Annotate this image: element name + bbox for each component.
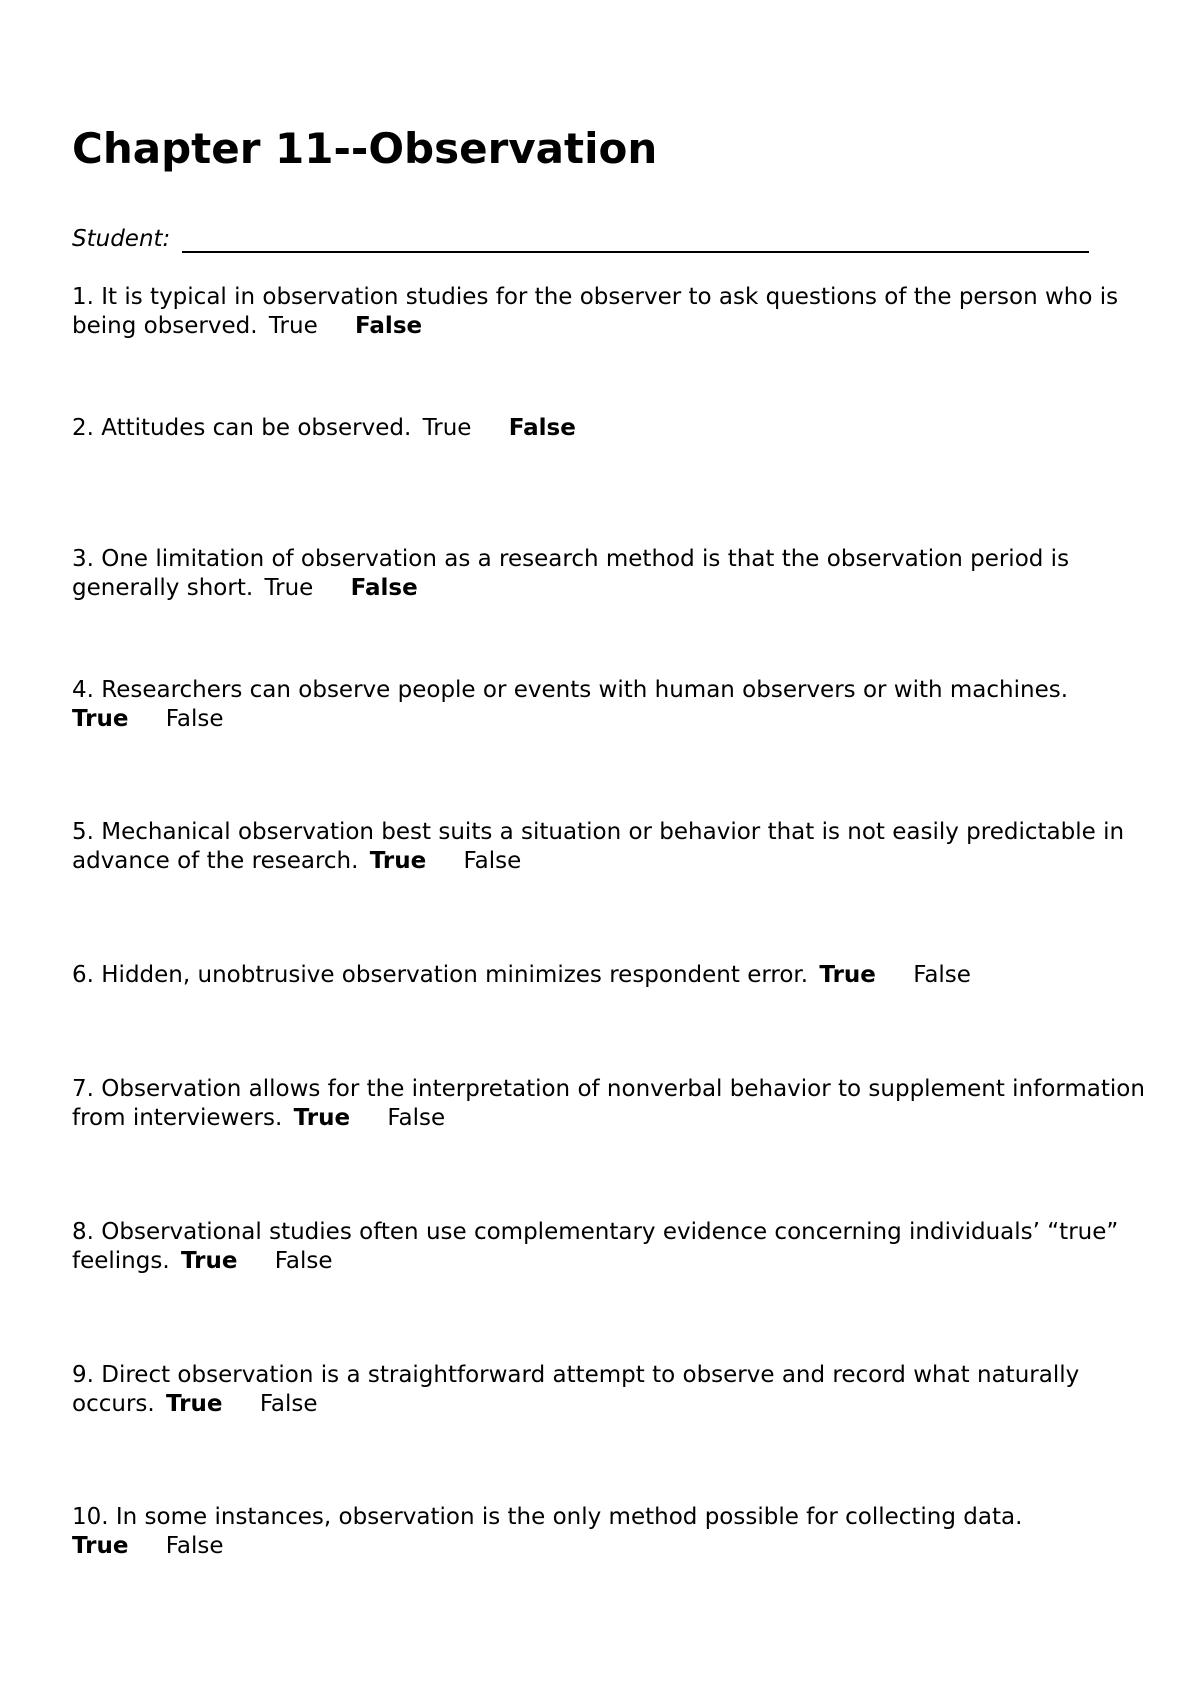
question-2 xyxy=(72,414,1147,443)
false-option: False xyxy=(274,1247,333,1274)
question-text: 5. Mechanical observation best suits a situation or behavior that is not easily predictable in advance of the research. xyxy=(72,819,1125,874)
question-text: 9. Direct observation is a straightforward attempt to observe and record what naturally occurs. xyxy=(72,1362,1080,1417)
question-text: 3. One limitation of observation as a research method is that the observation period is generally short. xyxy=(72,546,1070,601)
question-5 xyxy=(72,818,1147,875)
page-title: Chapter 11--Observation xyxy=(72,124,658,173)
question-text: 8. Observational studies often use complementary evidence concerning individuals’ “true” feelings. xyxy=(72,1219,1119,1274)
true-option: True xyxy=(369,847,427,874)
question-4 xyxy=(72,676,1147,733)
question-8 xyxy=(72,1218,1147,1275)
question-9 xyxy=(72,1361,1147,1418)
true-option: True xyxy=(166,1390,223,1417)
student-name-row xyxy=(72,222,1092,256)
false-option: False xyxy=(355,312,423,339)
true-option: True xyxy=(819,962,876,988)
question-3 xyxy=(72,545,1147,602)
false-option: False xyxy=(387,1104,446,1131)
question-text: 6. Hidden, unobtrusive observation minimizes respondent error. xyxy=(72,962,809,988)
true-option: True xyxy=(264,574,314,601)
question-text: 10. In some instances, observation is the only method possible for collecting data. xyxy=(72,1504,1023,1530)
question-7 xyxy=(72,1075,1147,1132)
false-option: False xyxy=(463,847,522,874)
question-text: 1. It is typical in observation studies for the observer to ask questions of the person who is being observed. xyxy=(72,284,1119,339)
false-option: False xyxy=(508,415,576,441)
question-text: 2. Attitudes can be observed. xyxy=(72,415,412,441)
true-option: True xyxy=(72,1532,129,1559)
true-option: True xyxy=(422,415,472,441)
question-1 xyxy=(72,283,1147,340)
question-text: 7. Observation allows for the interpretation of nonverbal behavior to supplement information from interviewers. xyxy=(72,1076,1145,1131)
false-option: False xyxy=(259,1390,318,1417)
false-option: False xyxy=(165,1532,224,1559)
false-option: False xyxy=(165,705,224,732)
question-text: 4. Researchers can observe people or events with human observers or with machines. xyxy=(72,677,1069,703)
student-label: Student: xyxy=(72,226,171,252)
false-option: False xyxy=(350,574,418,601)
true-option: True xyxy=(72,705,129,732)
false-option: False xyxy=(913,962,971,988)
question-10 xyxy=(72,1503,1147,1560)
student-name-line xyxy=(182,251,1089,253)
true-option: True xyxy=(293,1104,351,1131)
true-option: True xyxy=(268,312,318,339)
question-6 xyxy=(72,961,1147,990)
true-option: True xyxy=(180,1247,238,1274)
